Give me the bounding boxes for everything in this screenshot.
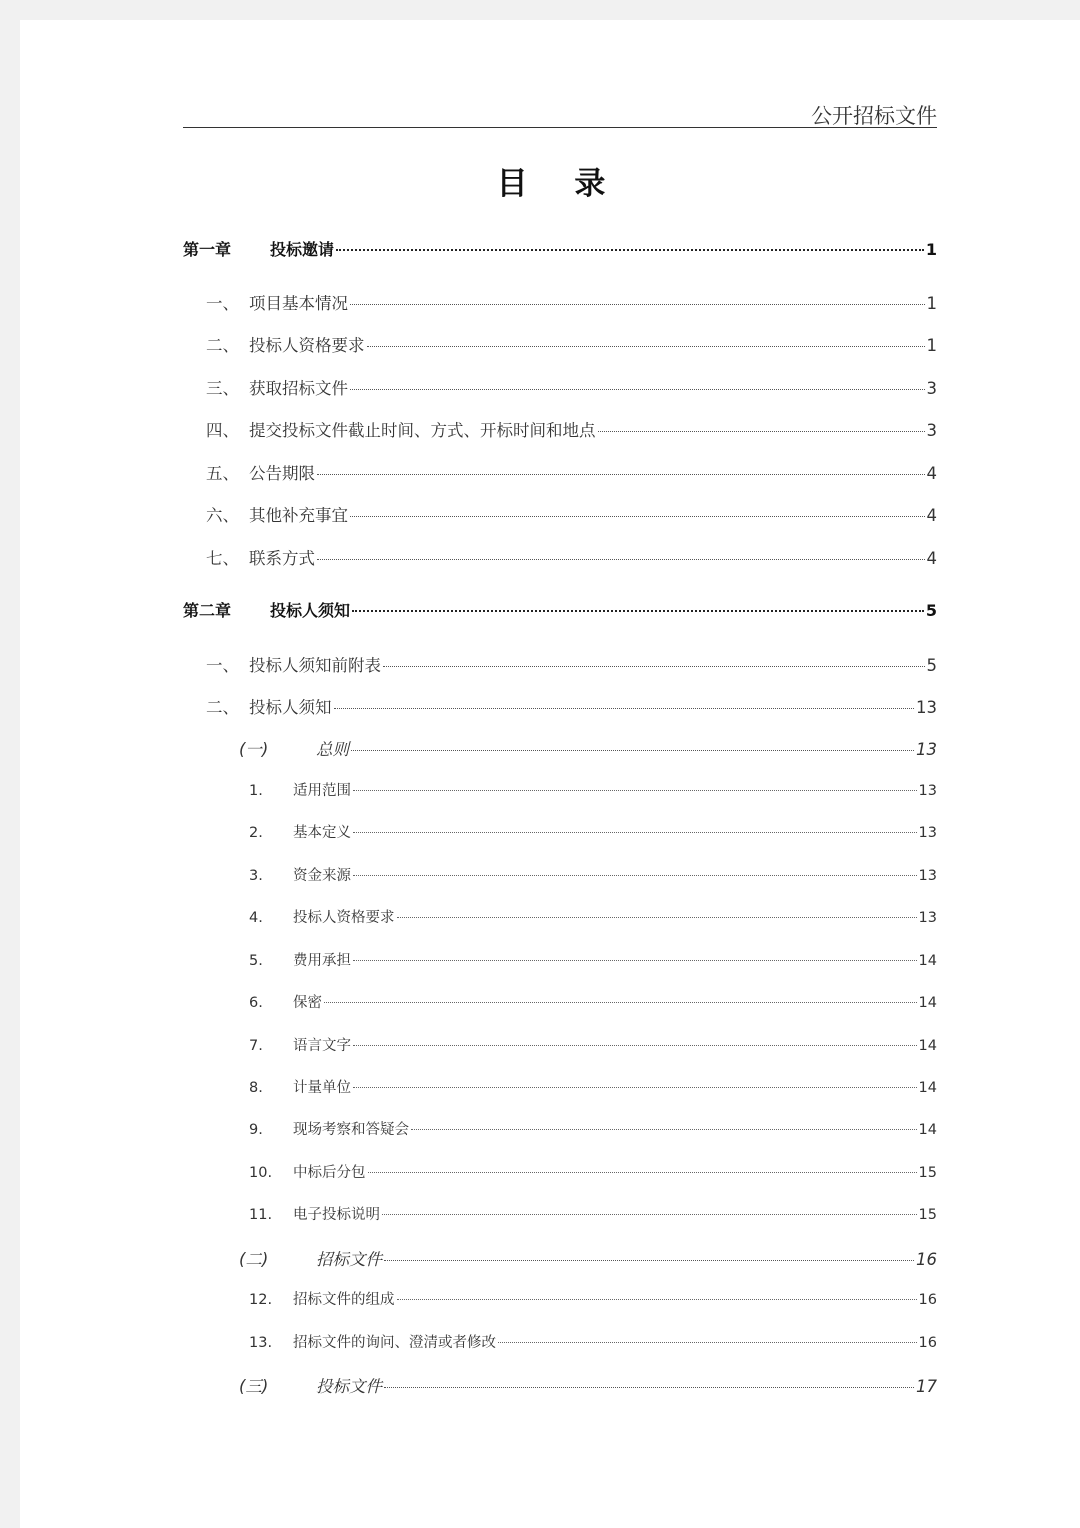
toc-entry[interactable] [249,864,937,886]
toc-entry[interactable] [249,779,937,801]
toc-entry-number: 六、 [206,506,239,525]
toc-page-number: 1 [925,240,937,259]
toc-entry-number: (二) [239,1250,269,1269]
toc-page-number: 14 [918,1122,937,1138]
toc-entry-title: 投标人须知 [270,601,351,620]
toc-entry[interactable] [183,598,937,622]
toc-dot-leader [411,1129,917,1130]
toc-page-number: 13 [916,740,937,759]
toc-entry[interactable] [249,1203,937,1225]
toc-entry-title: 投标人须知前附表 [249,656,381,675]
toc-entry-title: 提交投标文件截止时间、方式、开标时间和地点 [249,421,596,440]
toc-page-number: 13 [918,910,937,926]
toc-entry-number: 第一章 [183,240,232,259]
toc-entry-number: 一、 [206,294,239,313]
toc-dot-leader [367,346,925,347]
toc-entry-number: 3. [249,868,263,884]
toc-dot-leader [353,875,917,876]
toc-entry-title: 计量单位 [293,1080,351,1096]
toc-dot-leader [353,1045,917,1046]
toc-entry[interactable] [183,237,937,261]
toc-entry-number: (三) [239,1377,269,1396]
toc-entry-number: 6. [249,995,263,1011]
toc-page-number: 1 [926,336,937,355]
toc-entry-number: 1. [249,783,263,799]
toc-entry-number: 4. [249,910,263,926]
toc-entry-title: 投标邀请 [270,240,335,259]
toc-entry[interactable] [239,1373,937,1397]
toc-page-number: 16 [916,1250,937,1269]
toc-entry-title: 投标文件 [316,1377,382,1396]
toc-entry-title: 联系方式 [249,549,315,568]
toc-entry-number: 四、 [206,421,239,440]
toc-page-number: 15 [918,1165,937,1181]
toc-page-number: 3 [926,379,937,398]
toc-entry-title: 获取招标文件 [249,379,348,398]
toc-entry-title: 总则 [316,740,349,759]
toc-dot-leader [352,610,924,612]
toc-page-number: 1 [926,294,937,313]
toc-entry-number: 三、 [206,379,239,398]
toc-page-number: 4 [926,464,937,483]
toc-dot-leader [317,559,925,560]
toc-entry-title: 招标文件 [316,1250,382,1269]
toc-entry[interactable] [239,1246,937,1270]
running-header: 公开招标文件 [811,104,937,128]
document-page [20,20,1080,1528]
toc-entry[interactable] [206,694,937,718]
toc-entry[interactable] [206,460,937,484]
toc-entry-number: 8. [249,1080,263,1096]
toc-dot-leader [350,516,925,517]
toc-dot-leader [353,1087,917,1088]
toc-entry[interactable] [206,290,937,314]
toc-entry-number: (一) [239,740,269,759]
toc-entry-title: 公告期限 [249,464,315,483]
toc-dot-leader [384,1387,914,1388]
toc-entry[interactable] [206,545,937,569]
toc-page-number: 5 [926,656,937,675]
toc-page-number: 5 [925,601,937,620]
toc-dot-leader [324,1002,917,1003]
toc-page-number: 4 [926,506,937,525]
toc-entry-title: 资金来源 [293,868,351,884]
toc-entry[interactable] [239,736,937,760]
toc-entry-title: 电子投标说明 [293,1207,380,1223]
toc-dot-leader [397,1299,917,1300]
toc-entry[interactable] [249,1161,937,1183]
toc-entry-number: 七、 [206,549,239,568]
toc-entry[interactable] [249,991,937,1013]
toc-page-number: 15 [918,1207,937,1223]
toc-entry[interactable] [249,1331,937,1353]
toc-dot-leader [334,708,915,709]
toc-page-number: 3 [926,421,937,440]
toc-entry-title: 适用范围 [293,783,351,799]
toc-entry-number: 二、 [206,336,239,355]
toc-page-number: 4 [926,549,937,568]
toc-entry[interactable] [206,652,937,676]
toc-page-number: 14 [918,995,937,1011]
toc-entry-number: 9. [249,1122,263,1138]
toc-entry-title: 费用承担 [293,953,351,969]
toc-entry-number: 11. [249,1207,273,1223]
toc-entry-title: 语言文字 [293,1038,351,1054]
toc-entry-title: 项目基本情况 [249,294,348,313]
toc-entry-title: 招标文件的组成 [293,1292,395,1308]
toc-entry-number: 10. [249,1165,273,1181]
toc-dot-leader [598,431,925,432]
toc-entry-number: 13. [249,1335,273,1351]
toc-dot-leader [382,1214,917,1215]
toc-page-number: 17 [916,1377,937,1396]
toc-entry[interactable] [249,949,937,971]
toc-entry[interactable] [249,821,937,843]
toc-entry-title: 招标文件的询问、澄清或者修改 [293,1335,496,1351]
toc-entry-number: 2. [249,825,263,841]
toc-dot-leader [350,389,925,390]
toc-page-number: 16 [918,1335,937,1351]
toc-entry-title: 中标后分包 [293,1165,366,1181]
toc-entry[interactable] [206,332,937,356]
toc-entry-number: 第二章 [183,601,232,620]
toc-title: 目 录 [496,166,624,202]
toc-dot-leader [368,1172,917,1173]
toc-dot-leader [353,832,917,833]
toc-entry-title: 保密 [293,995,322,1011]
toc-entry[interactable] [249,1076,937,1098]
toc-page-number: 14 [918,1080,937,1096]
toc-entry-number: 7. [249,1038,263,1054]
toc-page-number: 13 [916,698,937,717]
toc-entry-title: 投标人须知 [249,698,332,717]
toc-entry-title: 投标人资格要求 [293,910,395,926]
toc-dot-leader [397,917,917,918]
toc-page-number: 14 [918,953,937,969]
toc-entry-number: 12. [249,1292,273,1308]
toc-entry-number: 五、 [206,464,239,483]
toc-entry-number: 二、 [206,698,239,717]
toc-entry[interactable] [249,1118,937,1140]
toc-dot-leader [317,474,925,475]
toc-page-number: 14 [918,1038,937,1054]
toc-dot-leader [351,750,914,751]
toc-entry-title: 其他补充事宜 [249,506,348,525]
toc-dot-leader [353,960,917,961]
toc-page-number: 13 [918,783,937,799]
toc-entry-title: 基本定义 [293,825,351,841]
toc-page-number: 16 [918,1292,937,1308]
toc-dot-leader [383,666,925,667]
toc-entry-number: 一、 [206,656,239,675]
toc-entry-title: 投标人资格要求 [249,336,365,355]
toc-dot-leader [498,1342,917,1343]
toc-dot-leader [336,249,924,251]
toc-entry-title: 现场考察和答疑会 [293,1122,409,1138]
toc-page-number: 13 [918,825,937,841]
header-rule [183,127,937,128]
toc-entry[interactable] [249,906,937,928]
toc-entry[interactable] [249,1034,937,1056]
toc-entry[interactable] [206,502,937,526]
toc-dot-leader [353,790,917,791]
toc-entry-number: 5. [249,953,263,969]
toc-entry[interactable] [249,1288,937,1310]
toc-page-number: 13 [918,868,937,884]
toc-dot-leader [350,304,925,305]
toc-entry[interactable] [206,375,937,399]
toc-entry[interactable] [206,417,937,441]
toc-dot-leader [384,1260,914,1261]
